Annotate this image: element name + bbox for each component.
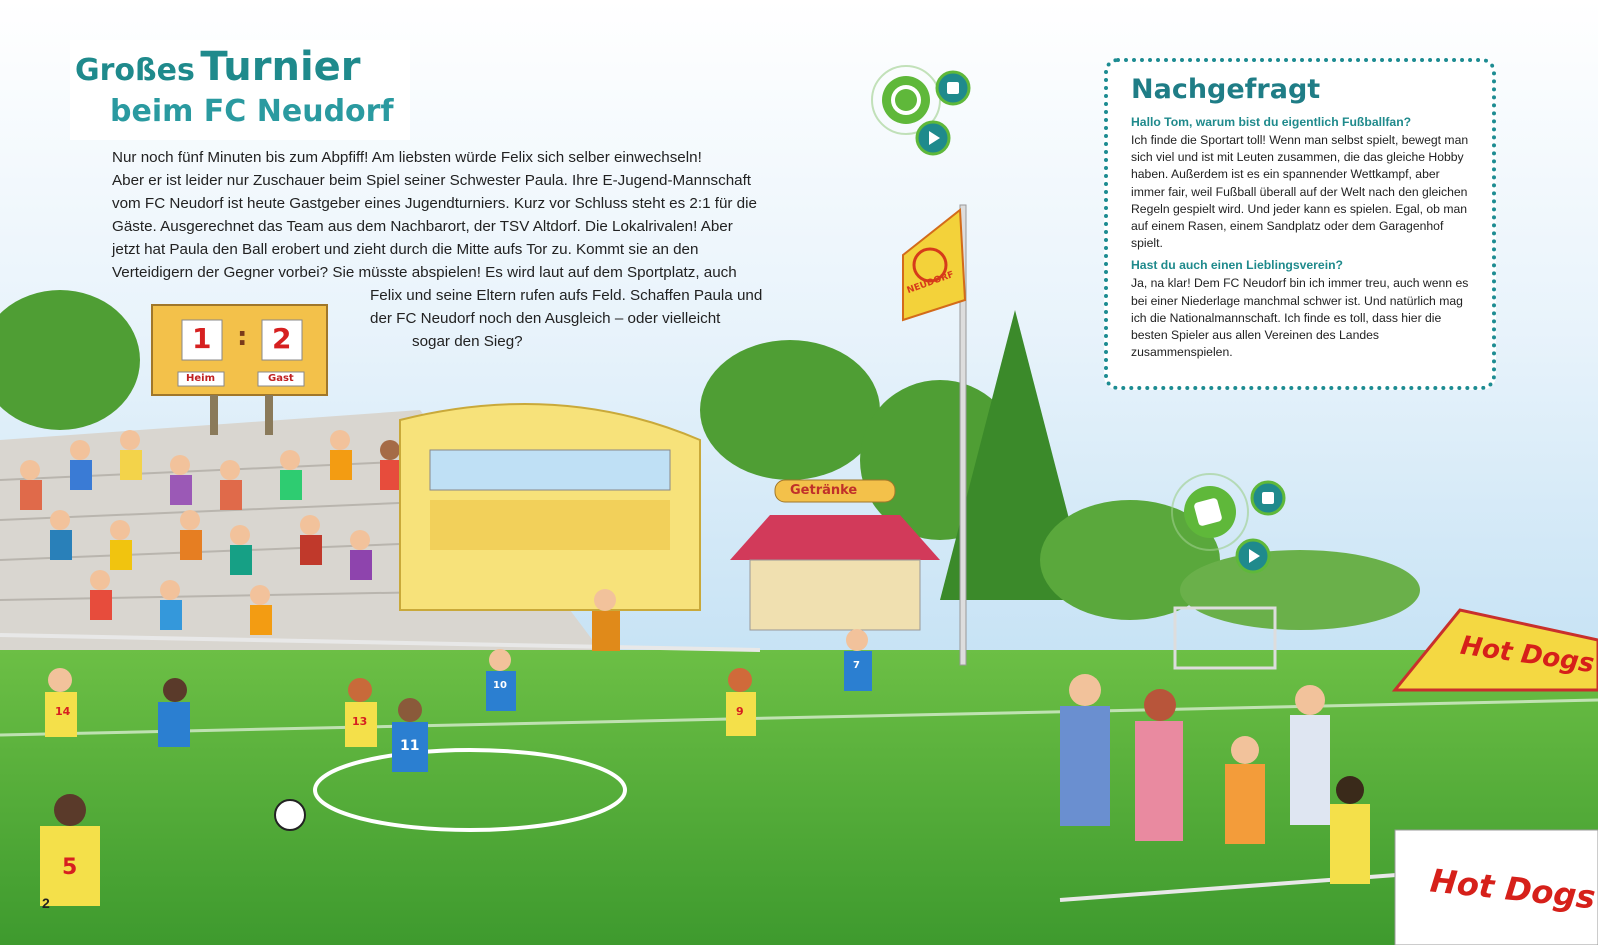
intro-line: Nur noch fünf Minuten bis zum Abpfiff! Am liebsten würde Felix sich selber einwechseln! <box>112 149 702 166</box>
player-number: 10 <box>493 680 507 691</box>
scoreboard-home-score: 1 <box>192 322 212 355</box>
kiosk-sign: Getränke <box>790 483 858 498</box>
interview-heading: Nachgefragt <box>1131 74 1321 105</box>
play-icon[interactable] <box>1235 538 1271 574</box>
player-number: 11 <box>400 738 420 754</box>
interview-answer: Ich finde die Sportart toll! Wenn man selbst spielt, bewegt man sich viel und ist mit Leuten zusammen, die das gleiche Hobby haben. Außerdem ist es ein spannender Wettkampf, aber immer fair, weil Fußball überall auf der Welt nach den gleichen Regeln gespielt wird. Und jeder kann es spielen. Egal, ob man auf einem Rasen, einem Sandplatz oder dem Garagenhof spielt. <box>1131 133 1469 251</box>
interview-box <box>1104 58 1496 390</box>
page-number: 2 <box>42 895 50 911</box>
scoreboard-away-score: 2 <box>272 322 292 355</box>
player-number: 14 <box>55 705 71 718</box>
player-number: 9 <box>736 705 744 718</box>
stop-icon[interactable] <box>1250 480 1286 516</box>
title-word-big: Turnier <box>200 44 361 90</box>
clubhouse <box>400 404 700 610</box>
flag-label: NEUDORF <box>905 269 956 297</box>
intro-line: vom FC Neudorf ist heute Gastgeber eines Jugendturniers. Kurz vor Schluss steht es 2:1 für die <box>112 195 757 212</box>
scoreboard-home-label: Heim <box>186 373 215 384</box>
intro-line: Verteidigern der Gegner vorbei? Sie müsste abspielen! Es wird laut auf dem Sportplatz, auch <box>112 264 737 281</box>
hotdog-cart-text: Hot Dogs <box>1428 861 1598 917</box>
intro-line: sogar den Sieg? <box>412 333 523 350</box>
scoreboard-separator: : <box>237 322 248 352</box>
interview-question: Hast du auch einen Lieblingsverein? <box>1131 258 1343 273</box>
intro-line: jetzt hat Paula den Ball erobert und zieht durch die Mitte aufs Tor zu. Kommt sie an den <box>112 241 699 258</box>
hotdog-sign: Hot Dogs <box>1458 630 1597 680</box>
play-icon[interactable] <box>915 120 951 156</box>
interview-question: Hallo Tom, warum bist du eigentlich Fußballfan? <box>1131 115 1412 129</box>
player-number: 7 <box>853 660 860 671</box>
scoreboard-away-label: Gast <box>268 373 294 384</box>
page-title <box>75 44 361 90</box>
intro-line: Aber er ist leider nur Zuschauer beim Spiel seiner Schwester Paula. Ihre E-Jugend-Mannschaft <box>112 172 752 189</box>
intro-line: Felix und seine Eltern rufen aufs Feld. Schaffen Paula und <box>370 287 763 304</box>
title-box <box>70 40 410 140</box>
intro-line: der FC Neudorf noch den Ausgleich – oder vielleicht <box>370 310 721 327</box>
stop-icon[interactable] <box>935 70 971 106</box>
player-number: 5 <box>62 855 78 880</box>
interview-answer: Ja, na klar! Dem FC Neudorf bin ich immer treu, auch wenn es bei einer Niederlage manchmal schwer ist. Und natürlich mag ich die Nationalmannschaft. Ich finde es toll, dass hier die besten Spieler aus allen Vereinen des Landes zusammenspielen. <box>1131 276 1469 360</box>
title-word-small: Großes <box>75 53 195 88</box>
page-subtitle: beim FC Neudorf <box>110 94 394 129</box>
player-number: 13 <box>352 715 368 728</box>
intro-line: Gäste. Ausgerechnet das Team aus dem Nachbarort, der TSV Altdorf. Die Lokalrivalen! Aber <box>112 218 733 235</box>
